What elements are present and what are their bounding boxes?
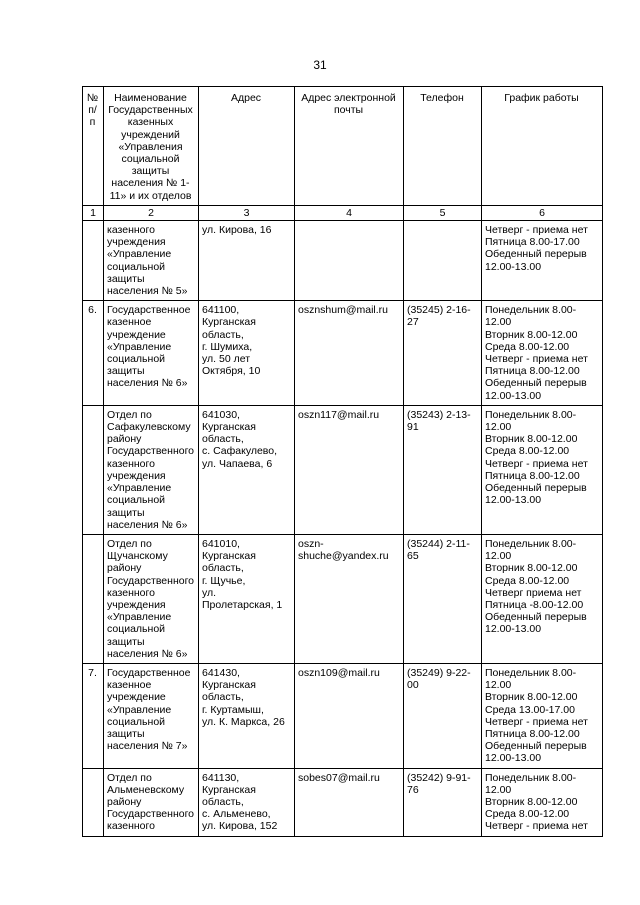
text-line: Понедельник 8.00- <box>485 537 577 550</box>
institution-name-cell <box>104 534 199 663</box>
text-line: График работы <box>504 92 579 104</box>
text-line: защиты <box>131 165 170 178</box>
schedule-cell <box>482 534 603 663</box>
institution-name-cell <box>104 221 199 301</box>
text-line: Курганская <box>202 421 256 434</box>
text-line: 641130, <box>202 771 240 784</box>
text-line: Пятница 8.00-17.00 <box>485 236 580 249</box>
phone-cell <box>404 534 482 663</box>
text-line: область, <box>202 691 244 704</box>
address-cell <box>199 663 295 768</box>
text-line: Отдел по <box>107 537 152 550</box>
text-line: Октября, 10 <box>202 365 261 378</box>
column-number: 6 <box>482 205 603 220</box>
text-line: казенного <box>107 224 155 237</box>
text-line: казенных <box>127 116 174 129</box>
page-number: 31 <box>313 58 327 72</box>
text-line: Четверг - приема нет <box>485 715 588 728</box>
address-cell <box>199 768 295 836</box>
text-line: с. Альменево, <box>202 808 271 821</box>
table-row <box>83 663 603 768</box>
column-number: 5 <box>404 205 482 220</box>
text-line: 12.00 <box>485 550 512 563</box>
text-line: «Управления <box>118 140 183 153</box>
text-line: казенного <box>107 820 155 833</box>
text-line: (35245) 2-16- <box>407 304 471 317</box>
phone-cell <box>404 768 482 836</box>
text-line: учреждения <box>107 598 166 611</box>
text-line: Вторник 8.00-12.00 <box>485 795 578 808</box>
row-number-cell <box>83 534 104 663</box>
email-cell <box>295 534 404 663</box>
address-cell <box>199 221 295 301</box>
schedule-cell <box>482 301 603 406</box>
column-number: 4 <box>295 205 404 220</box>
row-number-cell <box>83 768 104 836</box>
text-line: область, <box>202 795 244 808</box>
text-line: Отдел по <box>107 408 152 421</box>
text-line: Сафакулевскому <box>107 421 191 434</box>
header-schedule <box>482 87 603 206</box>
text-line: 00 <box>407 679 419 692</box>
text-line: 641100, <box>202 304 240 317</box>
text-line: Четверг - приема нет <box>485 353 588 366</box>
institution-name-cell <box>104 663 199 768</box>
text-line: Обеденный перерыв <box>485 740 587 753</box>
text-line: Телефон <box>420 92 464 104</box>
column-number: 2 <box>104 205 199 220</box>
text-line: 12.00 <box>485 783 512 796</box>
header-name <box>104 87 199 206</box>
institution-name-cell <box>104 301 199 406</box>
text-line: oszn117@mail.ru <box>298 408 380 421</box>
header-phone <box>404 87 482 206</box>
column-number: 3 <box>199 205 295 220</box>
text-line: Среда 8.00-12.00 <box>485 340 570 353</box>
text-line: ул. <box>202 586 217 599</box>
email-cell <box>295 663 404 768</box>
text-line: г. Щучье, <box>202 574 246 587</box>
text-line: Четверг - приема нет <box>485 820 588 833</box>
text-line: Курганская <box>202 316 256 329</box>
text-line: социальной <box>107 353 166 366</box>
text-line: 12.00-13.00 <box>485 752 542 765</box>
institution-name-cell <box>104 405 199 534</box>
text-line: Государственного <box>107 574 195 587</box>
text-line: защиты <box>107 727 145 740</box>
text-line: защиты <box>107 635 145 648</box>
text-line: учреждения <box>107 469 166 482</box>
text-line: 641430, <box>202 666 240 679</box>
table-row <box>83 301 603 406</box>
table-row <box>83 768 603 836</box>
text-line: 65 <box>407 550 419 563</box>
text-line: ул. 50 лет <box>202 353 251 366</box>
address-cell <box>199 405 295 534</box>
text-line: Обеденный перерыв <box>485 377 587 390</box>
text-line: Среда 8.00-12.00 <box>485 445 570 458</box>
institution-name-cell <box>104 768 199 836</box>
schedule-cell <box>482 768 603 836</box>
text-line: Пятница 8.00-12.00 <box>485 365 580 378</box>
row-number-cell: 6. <box>83 301 104 406</box>
text-line: защиты <box>107 365 145 378</box>
text-line: 12.00 <box>485 679 512 692</box>
text-line: п/п <box>88 104 97 129</box>
text-line: г. Шумиха, <box>202 340 253 353</box>
text-line: (35244) 2-11- <box>407 537 470 550</box>
text-line: Адрес <box>230 92 262 104</box>
text-line: osznshum@mail.ru <box>298 304 389 317</box>
schedule-cell <box>482 663 603 768</box>
text-line: «Управление <box>107 703 172 716</box>
text-line: учреждение <box>107 691 166 704</box>
text-line: область, <box>202 433 244 446</box>
text-line: ул. Кирова, 16 <box>202 224 272 237</box>
text-line: социальной <box>107 260 166 273</box>
text-line: Вторник 8.00-12.00 <box>485 433 578 446</box>
text-line: г. Куртамыш, <box>202 703 264 716</box>
row-number-cell <box>83 221 104 301</box>
text-line: 12.00 <box>485 421 512 434</box>
text-line: Курганская <box>202 679 256 692</box>
address-cell <box>199 301 295 406</box>
text-line: району <box>107 433 142 446</box>
text-line: социальной <box>107 623 166 636</box>
text-line: Государственное <box>107 304 191 317</box>
text-line: Пятница 8.00-12.00 <box>485 727 580 740</box>
text-line: району <box>107 562 142 575</box>
text-line: Понедельник 8.00- <box>485 408 577 421</box>
text-line: Понедельник 8.00- <box>485 304 577 317</box>
text-line: Понедельник 8.00- <box>485 771 577 784</box>
table-row <box>83 534 603 663</box>
text-line: Вторник 8.00-12.00 <box>485 328 578 341</box>
text-line: учреждения <box>107 236 166 249</box>
text-line: «Управление <box>107 340 172 353</box>
text-line: Вторник 8.00-12.00 <box>485 562 578 575</box>
text-line: социальной <box>121 153 180 166</box>
text-line: Понедельник 8.00- <box>485 666 577 679</box>
header-email <box>295 87 404 206</box>
text-line: (35243) 2-13- <box>407 408 471 421</box>
text-line: населения № 6» <box>107 518 188 531</box>
text-line: Альменевскому <box>107 783 185 796</box>
text-line: «Управление <box>107 248 172 261</box>
text-line: 12.00 <box>485 316 512 329</box>
schedule-cell <box>482 405 603 534</box>
row-number-cell: 7. <box>83 663 104 768</box>
schedule-cell <box>482 221 603 301</box>
header-address <box>199 87 295 206</box>
text-line: казенного <box>107 457 155 470</box>
text-line: shuche@yandex.ru <box>298 550 389 563</box>
text-line: ул. Кирова, 152 <box>202 820 278 833</box>
text-line: область, <box>202 328 244 341</box>
text-line: 641030, <box>202 408 240 421</box>
text-line: населения № 5» <box>107 285 188 298</box>
row-number-cell <box>83 405 104 534</box>
text-line: 27 <box>407 316 419 329</box>
text-line: Обеденный перерыв <box>485 611 587 624</box>
email-cell <box>295 405 404 534</box>
column-number: 1 <box>83 205 104 220</box>
email-cell <box>295 768 404 836</box>
text-line: Среда 8.00-12.00 <box>485 574 570 587</box>
text-line: с. Сафакулево, <box>202 445 278 458</box>
text-line: населения № 7» <box>107 740 188 753</box>
text-line: Курганская <box>202 550 256 563</box>
text-line: учреждений <box>121 128 180 141</box>
text-line: Государственного <box>107 808 195 821</box>
text-line: социальной <box>107 715 166 728</box>
text-line: 91 <box>407 421 419 434</box>
text-line: «Управление <box>107 611 172 624</box>
text-line: Государственного <box>107 445 195 458</box>
email-cell <box>295 221 404 301</box>
text-line: Курганская <box>202 783 256 796</box>
text-line: ул. К. Маркса, 26 <box>202 715 285 728</box>
text-line: 12.00-13.00 <box>485 260 542 273</box>
text-line: 641010, <box>202 537 240 550</box>
text-line: защиты <box>107 272 145 285</box>
text-line: (35249) 9-22- <box>407 666 471 679</box>
text-line: почты <box>333 104 364 117</box>
text-line: sobes07@mail.ru <box>298 771 380 784</box>
text-line: защиты <box>107 506 145 519</box>
text-line: Четверг - приема нет <box>485 224 588 237</box>
text-line: району <box>107 795 142 808</box>
text-line: социальной <box>107 494 166 507</box>
institutions-table <box>82 86 603 837</box>
table-row <box>83 221 603 301</box>
text-line: oszn109@mail.ru <box>298 666 380 679</box>
text-line: oszn- <box>298 537 324 550</box>
text-line: 12.00-13.00 <box>485 389 542 402</box>
text-line: Наименование <box>114 92 187 104</box>
email-cell <box>295 301 404 406</box>
text-line: 12.00-13.00 <box>485 494 542 507</box>
phone-cell <box>404 221 482 301</box>
text-line: область, <box>202 562 244 575</box>
phone-cell <box>404 301 482 406</box>
text-line: Щучанскому <box>107 550 168 563</box>
text-line: Четверг - приема нет <box>485 457 588 470</box>
text-line: Вторник 8.00-12.00 <box>485 691 578 704</box>
text-line: Адрес электронной <box>301 92 396 104</box>
text-line: 76 <box>407 783 419 796</box>
text-line: (35242) 9-91- <box>407 771 471 784</box>
phone-cell <box>404 405 482 534</box>
text-line: населения № 6» <box>107 377 188 390</box>
text-line: ул. Чапаева, 6 <box>202 457 273 470</box>
text-line: Отдел по <box>107 771 152 784</box>
text-line: Пролетарская, 1 <box>202 598 283 611</box>
text-line: Среда 8.00-12.00 <box>485 808 570 821</box>
text-line: Четверг приема нет <box>485 586 582 599</box>
text-line: № <box>86 92 99 104</box>
text-line: 11» и их отделов <box>109 189 192 202</box>
text-line: казенное <box>107 679 152 692</box>
text-line: Среда 13.00-17.00 <box>485 703 575 716</box>
table-row <box>83 405 603 534</box>
column-numbers-row <box>83 205 603 220</box>
text-line: Государственное <box>107 666 191 679</box>
text-line: населения № 6» <box>107 647 188 660</box>
address-cell <box>199 534 295 663</box>
text-line: Обеденный перерыв <box>485 482 587 495</box>
text-line: Пятница -8.00-12.00 <box>485 598 584 611</box>
table-header-row <box>83 87 603 206</box>
text-line: Пятница 8.00-12.00 <box>485 469 580 482</box>
text-line: казенное <box>107 316 152 329</box>
text-line: Обеденный перерыв <box>485 248 587 261</box>
phone-cell <box>404 663 482 768</box>
text-line: «Управление <box>107 482 172 495</box>
text-line: населения № 1- <box>111 177 190 190</box>
header-num <box>83 87 104 206</box>
text-line: казенного <box>107 586 155 599</box>
text-line: Государственных <box>108 104 193 117</box>
text-line: 12.00-13.00 <box>485 623 542 636</box>
text-line: учреждение <box>107 328 166 341</box>
